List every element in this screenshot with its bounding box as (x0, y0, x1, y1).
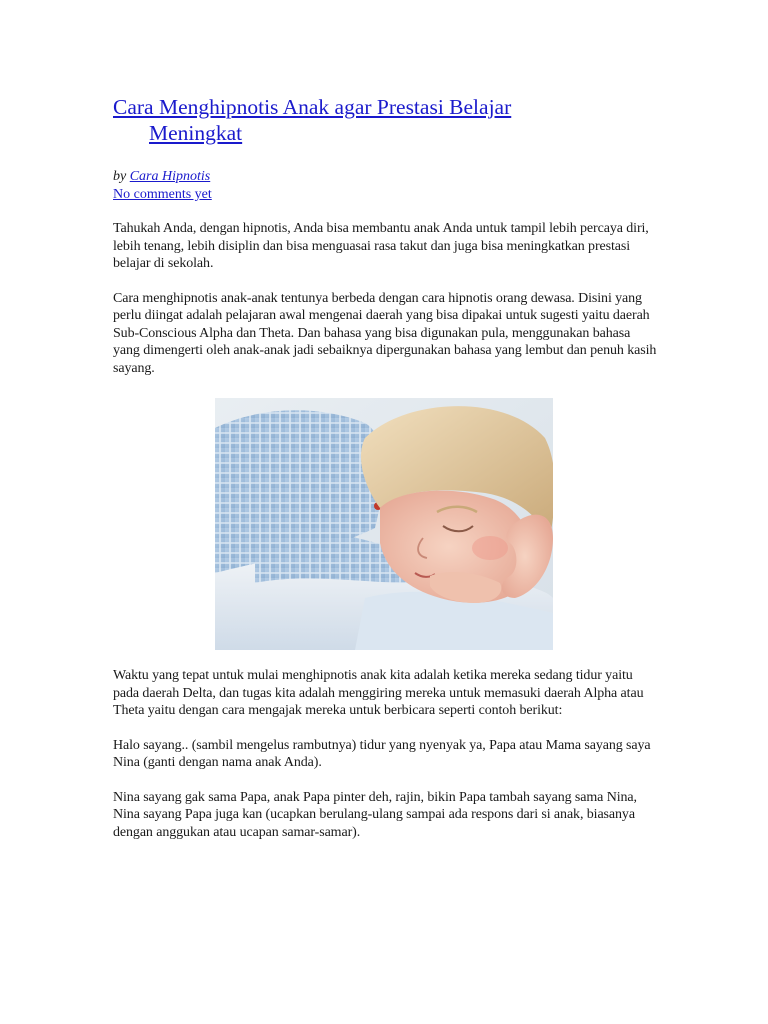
sleeping-child-photo (215, 398, 553, 650)
article (113, 94, 658, 841)
cheek (472, 536, 508, 560)
article-title (113, 94, 658, 146)
comments-link[interactable]: No comments yet (113, 187, 212, 202)
author-link[interactable]: Cara Hipnotis (129, 169, 211, 184)
article-meta (113, 168, 658, 204)
title-line-2: Meningkat (149, 121, 243, 145)
article-title-link[interactable] (113, 95, 658, 146)
paragraph-example-1: Halo sayang.. (sambil mengelus rambutnya) tidur yang nyenyak ya, Papa atau Mama sayang saya Nina (ganti dengan nama anak Anda). (113, 737, 651, 770)
title-line-1: Cara Menghipnotis Anak agar Prestasi Belajar (113, 95, 512, 119)
paragraph-example-2: Nina sayang gak sama Papa, anak Papa pinter deh, rajin, bikin Papa tambah sayang sama Nina, Nina sayang Papa juga kan (ucapkan berulang-ulang sampai ada respons dari si anak, biasanya dengan anggukan atau ucapan samar-samar). (113, 789, 637, 840)
paragraph-timing: Waktu yang tepat untuk mulai menghipnotis anak kita adalah ketika mereka sedang tidur yaitu pada daerah Delta, dan tugas kita adalah menggiring mereka untuk memasuki daerah Alpha atau Theta yaitu dengan cara mengajak mereka untuk berbicara seperti contoh berikut: (113, 668, 644, 718)
paragraph-method: Cara menghipnotis anak-anak tentunya berbeda dengan cara hipnotis orang dewasa. Disini yang perlu diingat adalah pelajaran awal mengenai daerah yang bisa dipakai untuk sugesti yaitu daerah Sub-Conscious Alpha dan Theta. Dan bahasa yang bisa digunakan pula, menggunakan bahasa yang dimengerti oleh anak-anak jadi sebaiknya dipergunakan bahasa yang lembut dan penuh kasih sayang. (113, 290, 657, 376)
paragraph-intro: Tahukah Anda, dengan hipnotis, Anda bisa membantu anak Anda untuk tampil lebih percaya diri, lebih tenang, lebih disiplin dan bisa menguasai rasa takut dan juga bisa meningkatkan prestasi belajar di sekolah. (113, 221, 649, 271)
byline-prefix: by (113, 169, 127, 184)
byline (113, 168, 658, 186)
